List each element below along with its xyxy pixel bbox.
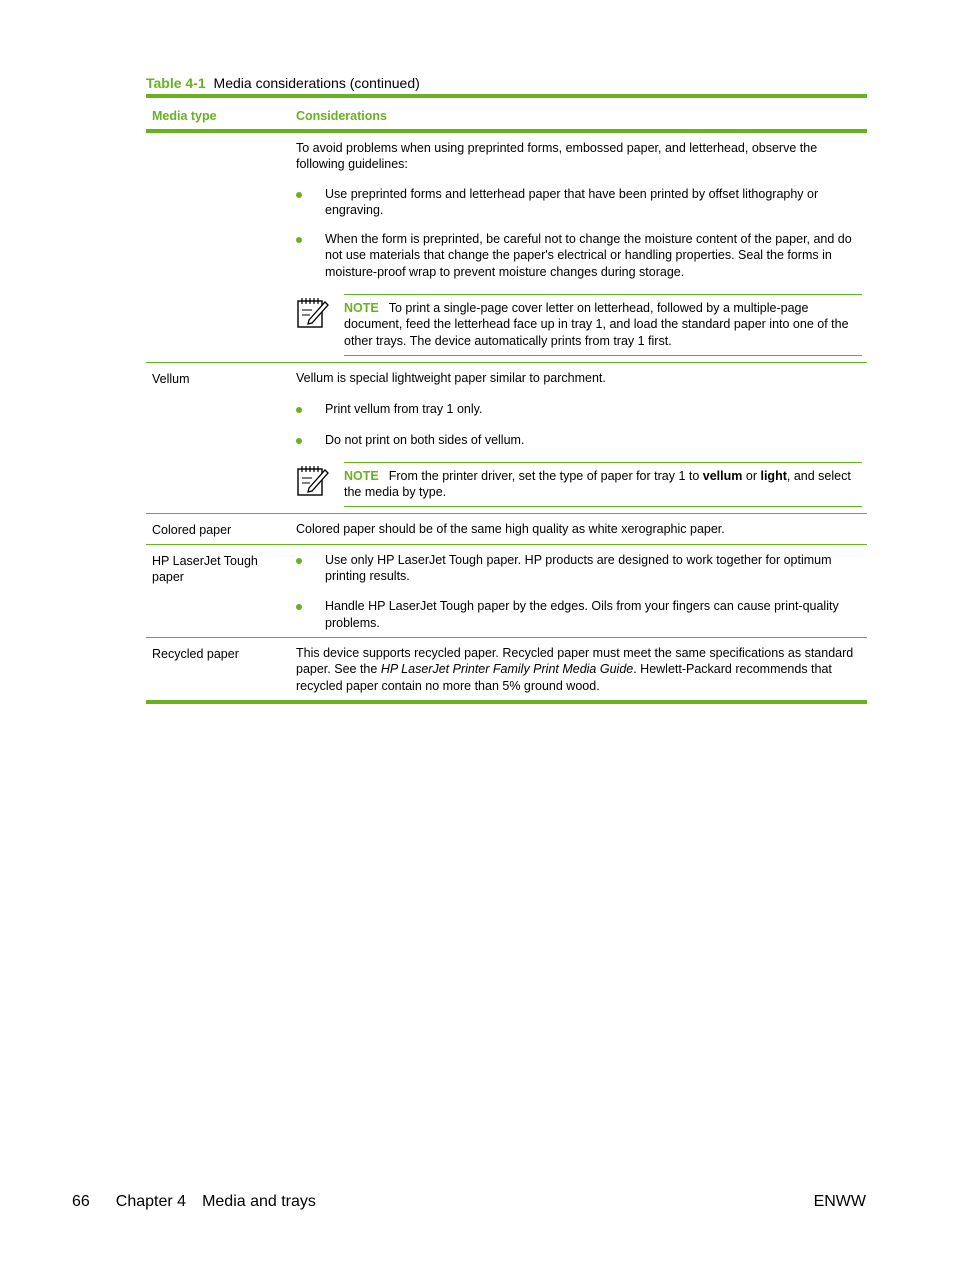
page-number: 66 <box>72 1193 90 1210</box>
note-pencil-icon <box>296 464 330 498</box>
preprinted-bullets <box>296 186 862 280</box>
considerations-cell <box>296 363 862 513</box>
table-title: Media considerations (continued) <box>213 75 420 91</box>
table-row <box>146 514 867 544</box>
bullet-icon <box>296 604 302 610</box>
considerations-cell <box>296 133 862 362</box>
tough-bullets <box>296 552 862 631</box>
page-footer-left <box>72 1193 316 1211</box>
table-row <box>146 545 867 638</box>
bullet-icon <box>296 438 302 444</box>
vellum-intro: Vellum is special lightweight paper similar to parchment. <box>296 370 606 385</box>
list-item: Handle HP LaserJet Tough paper by the edges. Oils from your fingers can cause print-quality problems. <box>296 598 862 631</box>
list-item: When the form is preprinted, be careful not to change the moisture content of the paper, and do not use materials that change the paper's electrical or handling properties. Seal the forms in moisture-proof wrap to prevent moisture changes during storage. <box>296 231 862 280</box>
note-box: NOTE From the printer driver, set the type of paper for tray 1 to vellum or light, and select the media by type. <box>344 462 862 508</box>
table-header <box>146 98 867 133</box>
list-item: Print vellum from tray 1 only. <box>296 401 862 417</box>
header-media-type: Media type <box>152 109 217 123</box>
chapter-label: Chapter 4 <box>115 1193 187 1210</box>
colored-text: Colored paper should be of the same high quality as white xerographic paper. <box>296 522 725 537</box>
header-considerations: Considerations <box>296 109 387 123</box>
considerations-cell <box>296 545 862 637</box>
bullet-icon <box>296 558 302 564</box>
note-text: To print a single-page cover letter on letterhead, followed by a multiple-page document, feed the letterhead face up in tray 1, and load the standard paper into one of the other trays. The device automatically prints from tray 1 first. <box>344 301 849 348</box>
media-type-cell: Colored paper <box>152 523 232 538</box>
recycled-text: This device supports recycled paper. Recycled paper must meet the same specifications as standard paper. See the HP LaserJet Printer Family Print Media Guide. Hewlett-Packard recommends that recycled paper contain no more than 5% ground wood. <box>296 645 854 693</box>
bullet-icon <box>296 192 302 198</box>
table-number: Table 4-1 <box>146 75 206 91</box>
list-item: Do not print on both sides of vellum. <box>296 432 862 448</box>
media-table <box>146 94 867 704</box>
list-item: Use only HP LaserJet Tough paper. HP products are designed to work together for optimum printing results. <box>296 552 862 585</box>
note-pencil-icon <box>296 296 330 330</box>
table-row <box>146 133 867 363</box>
media-type-cell: HP LaserJet Tough paper <box>152 553 258 584</box>
media-type-cell: Vellum <box>152 371 190 386</box>
note-callout <box>296 462 862 508</box>
table-caption <box>146 75 420 91</box>
considerations-cell <box>296 514 862 543</box>
note-callout <box>296 294 862 356</box>
list-item: Use preprinted forms and letterhead paper that have been printed by offset lithography or engraving. <box>296 186 862 219</box>
considerations-cell <box>296 638 862 700</box>
chapter-title: Media and trays <box>202 1193 316 1210</box>
vellum-bullets <box>296 401 862 448</box>
note-label: NOTE <box>344 468 379 483</box>
table-row <box>146 638 867 704</box>
preprinted-intro: To avoid problems when using preprinted forms, embossed paper, and letterhead, observe the following guidelines: <box>296 141 818 172</box>
table-row <box>146 363 867 514</box>
note-box <box>344 294 862 356</box>
note-label: NOTE <box>344 301 379 316</box>
bullet-icon <box>296 407 302 413</box>
page-footer-right: ENWW <box>813 1193 866 1210</box>
media-type-cell: Recycled paper <box>152 646 239 661</box>
bullet-icon <box>296 237 302 243</box>
